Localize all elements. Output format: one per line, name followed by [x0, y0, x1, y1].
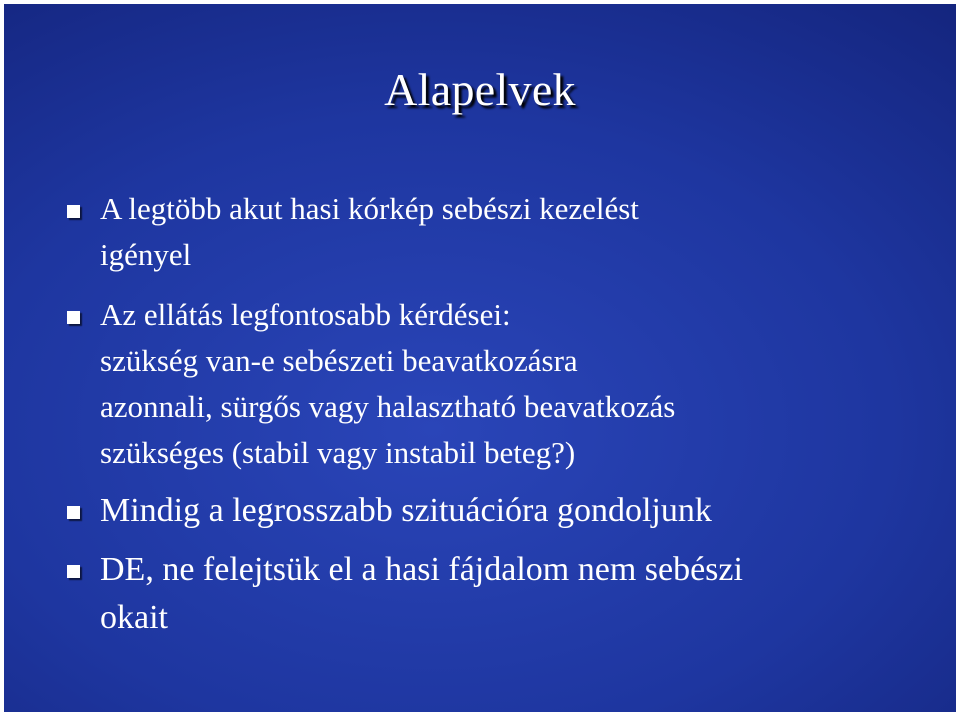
square-bullet-icon — [67, 311, 80, 324]
bullet-item-1-line-1: A legtöbb akut hasi kórkép sebészi kezelést — [100, 191, 639, 226]
square-bullet-icon — [67, 506, 80, 519]
bullet-item-2-line-2: szükség van-e sebészeti beavatkozásra — [100, 343, 578, 378]
slide-title: Alapelvek — [384, 64, 576, 115]
slide — [4, 4, 956, 712]
bullet-item-2 — [67, 292, 927, 476]
bullet-item-2-line-1: Az ellátás legfontosabb kérdései: — [100, 297, 511, 332]
bullet-item-4-line-2: okait — [100, 599, 168, 636]
square-bullet-icon — [67, 205, 80, 218]
bullet-item-1 — [67, 186, 927, 278]
bullet-item-4 — [67, 546, 927, 642]
bullet-item-3-line-1: Mindig a legrosszabb szituációra gondoljunk — [100, 492, 712, 529]
bullet-item-2-line-4: szükséges (stabil vagy instabil beteg?) — [100, 435, 576, 470]
square-bullet-icon — [67, 565, 80, 578]
bullet-item-3 — [67, 487, 927, 535]
bullet-item-2-line-3: azonnali, sürgős vagy halasztható beavatkozás — [100, 389, 676, 424]
bullet-item-1-line-2: igényel — [100, 237, 192, 272]
bullet-item-4-line-1: DE, ne felejtsük el a hasi fájdalom nem sebészi — [100, 551, 743, 588]
bullet-list — [67, 186, 927, 656]
